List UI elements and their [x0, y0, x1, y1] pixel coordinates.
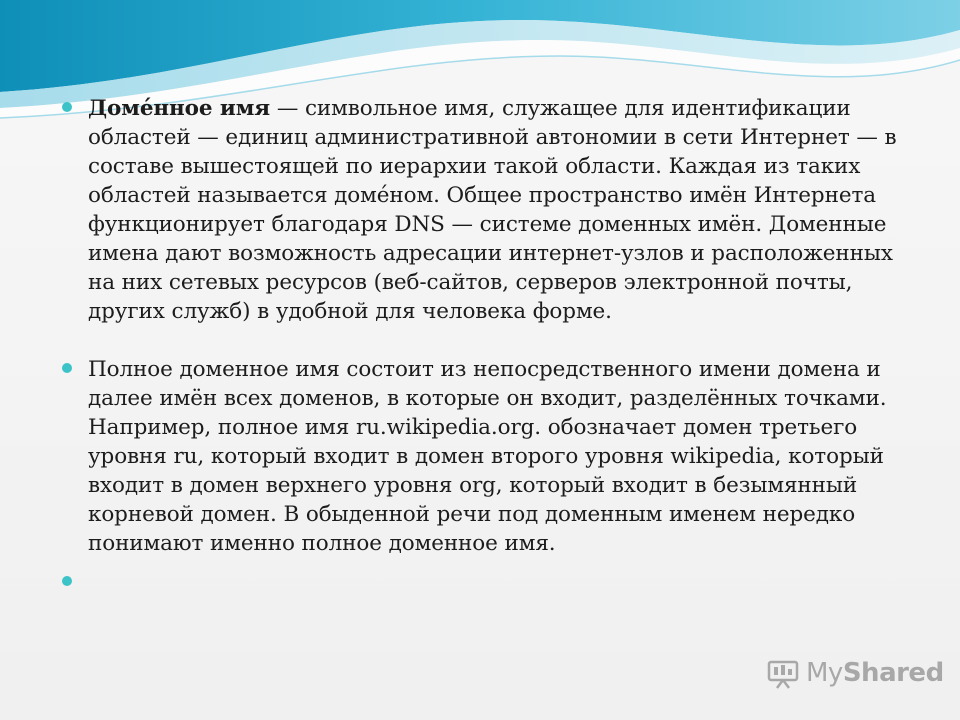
slide-content: [60, 94, 920, 597]
bullet-text: Полное доменное имя состоит из непосредственного имени домена и далее имён всех доменов, в которые он входит, разделённых точками. Например, полное имя ru.wikipedia.org. обозначает домен третьего уровня ru, который входит в домен второго уровня wikipedia, который входит в домен верхнего уровня org, который входит в безымянный корневой домен. В обыденной речи под доменным именем нередко понимают именно полное доменное имя.: [88, 357, 887, 556]
bullet-domain-name: [60, 94, 920, 326]
myshared-watermark: [766, 656, 944, 690]
bullet-empty: [60, 568, 920, 597]
term-domain-name: Доме́нное имя: [88, 96, 271, 121]
bullet-full-domain-name: [60, 355, 920, 558]
bullet-dot-icon: [62, 363, 72, 373]
bullet-dot-icon: [62, 102, 72, 112]
bullet-text: — символьное имя, служащее для идентификации областей — единиц административной автономии в сети Интернет — в составе вышестоящей по иерархии такой области. Каждая из таких областей называется доме́ном. Общее пространство имён Интернета функционирует благодаря DNS — системе доменных имён. Доменные имена дают возможность адресации интернет-узлов и расположенных на них сетевых ресурсов (веб-сайтов, серверов электронной почты, других служб) в удобной для человека форме.: [88, 96, 897, 324]
bullet-dot-icon: [62, 576, 72, 586]
presentation-board-icon: [766, 656, 800, 690]
watermark-text: MyShared: [806, 658, 944, 688]
